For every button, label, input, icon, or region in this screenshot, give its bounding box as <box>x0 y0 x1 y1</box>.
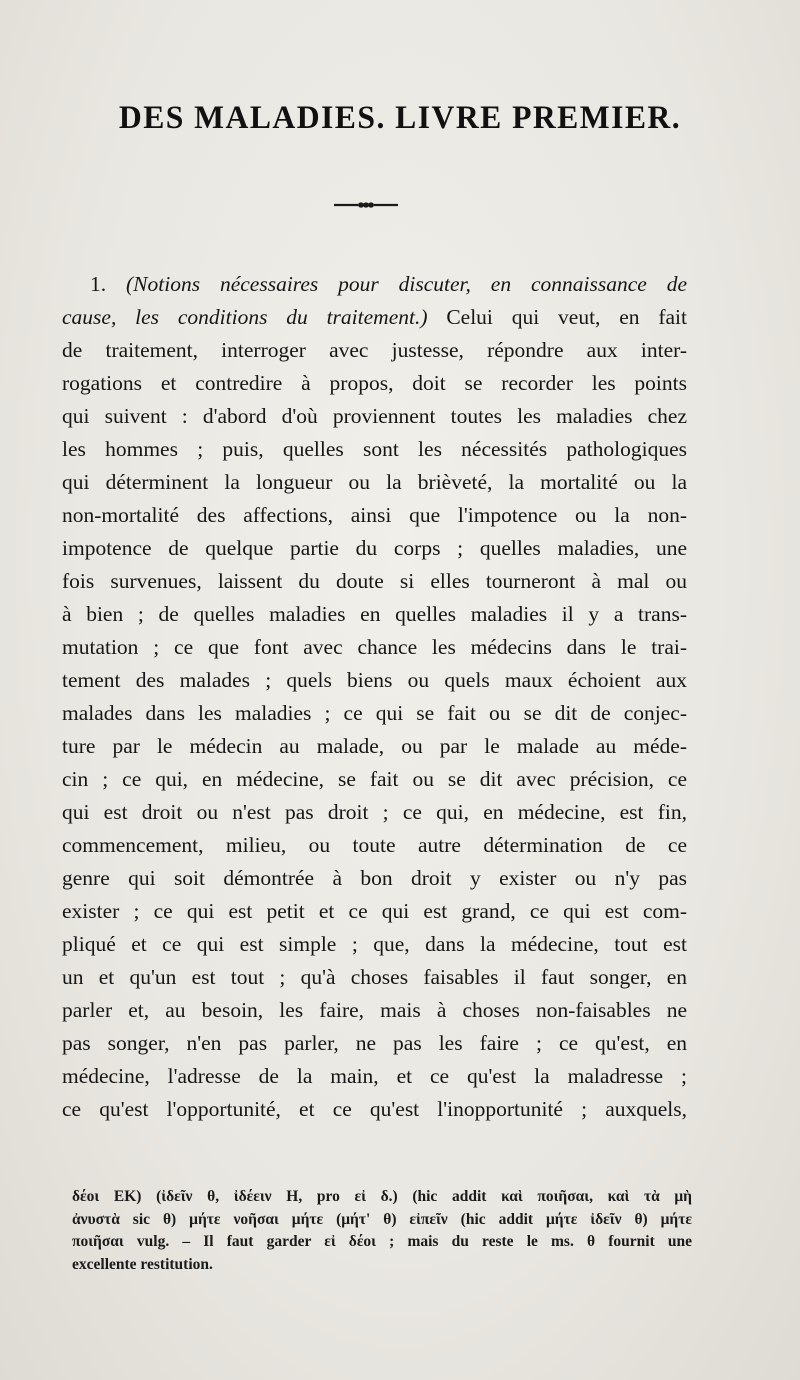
text-line: rogations et contredire à propos, doit se recorder les points <box>62 371 687 395</box>
text-line: mutation ; ce que font avec chance les médecins dans le trai- <box>62 635 687 659</box>
text-line: tement des malades ; quels biens ou quels maux échoient aux <box>62 668 687 692</box>
text-line: ture par le médecin au malade, ou par le malade au méde- <box>62 734 687 758</box>
text-line: cin ; ce qui, en médecine, se fait ou se dit avec précision, ce <box>62 767 687 791</box>
paragraph-number: 1. <box>90 272 107 296</box>
text-line: qui est droit ou n'est pas droit ; ce qui, en médecine, est fin, <box>62 800 687 824</box>
text-line: les hommes ; puis, quelles sont les nécessités pathologiques <box>62 437 687 461</box>
text-line: un et qu'un est tout ; qu'à choses faisables il faut songer, en <box>62 965 687 989</box>
text-line: malades dans les maladies ; ce qui se fait ou se dit de conjec- <box>62 701 687 725</box>
text-line: de traitement, interroger avec justesse, répondre aux inter- <box>62 338 687 362</box>
text-line: qui suivent : d'abord d'où proviennent toutes les maladies chez <box>62 404 687 428</box>
text-line: ce qu'est l'opportunité, et ce qu'est l'inopportunité ; auxquels, <box>62 1097 687 1121</box>
text-line: qui déterminent la longueur ou la brièveté, la mortalité ou la <box>62 470 687 494</box>
footnote-line: ἀνυστὰ sic θ) μήτε νοῆσαι μήτε (μήτ' θ) εἰπεῖν (hic addit μήτε ἰδεῖν θ) μήτε <box>72 1210 692 1228</box>
text-line: exister ; ce qui est petit et ce qui est grand, ce qui est com- <box>62 899 687 923</box>
paragraph-second-line <box>62 301 687 334</box>
paragraph-first-line <box>62 268 687 301</box>
ornament-rule-icon <box>334 199 398 211</box>
paragraph-heading-part2: cause, les conditions du traitement.) <box>62 305 428 329</box>
footnote-line: ποιῆσαι vulg. – Il faut garder εἰ δέοι ; mais du reste le ms. θ fournit une <box>72 1233 692 1250</box>
text-line: non-mortalité des affections, ainsi que l'impotence ou la non- <box>62 503 687 527</box>
paragraph-heading-part1: (Notions nécessaires pour discuter, en connaissance de <box>126 272 687 296</box>
text-line: parler et, au besoin, les faire, mais à choses non-faisables ne <box>62 998 687 1022</box>
text-line: pliqué et ce qui est simple ; que, dans la médecine, tout est <box>62 932 687 956</box>
text-line: commencement, milieu, ou toute autre détermination de ce <box>62 833 687 857</box>
text-line: genre qui soit démontrée à bon droit y exister ou n'y pas <box>62 866 687 890</box>
page-title: DES MALADIES. LIVRE PREMIER. <box>118 100 682 136</box>
paragraph-text-start: Celui qui veut, en fait <box>427 305 688 329</box>
text-line: pas songer, n'en pas parler, ne pas les faire ; ce qu'est, en <box>62 1031 687 1055</box>
main-paragraph <box>62 268 687 1126</box>
footnotes <box>72 1186 692 1276</box>
text-line: impotence de quelque partie du corps ; quelles maladies, une <box>62 536 687 560</box>
footnote-line: δέοι EK) (ἰδεῖν θ, ἰδέειν H, pro εἰ δ.) (hic addit καὶ ποιῆσαι, καὶ τὰ μὴ <box>72 1188 692 1205</box>
text-line: à bien ; de quelles maladies en quelles maladies il y a trans- <box>62 602 687 626</box>
footnote-line: excellente restitution. <box>72 1255 213 1273</box>
text-line: médecine, l'adresse de la main, et ce qu'est la maladresse ; <box>62 1064 687 1088</box>
text-line: fois survenues, laissent du doute si elles tourneront à mal ou <box>62 569 687 593</box>
